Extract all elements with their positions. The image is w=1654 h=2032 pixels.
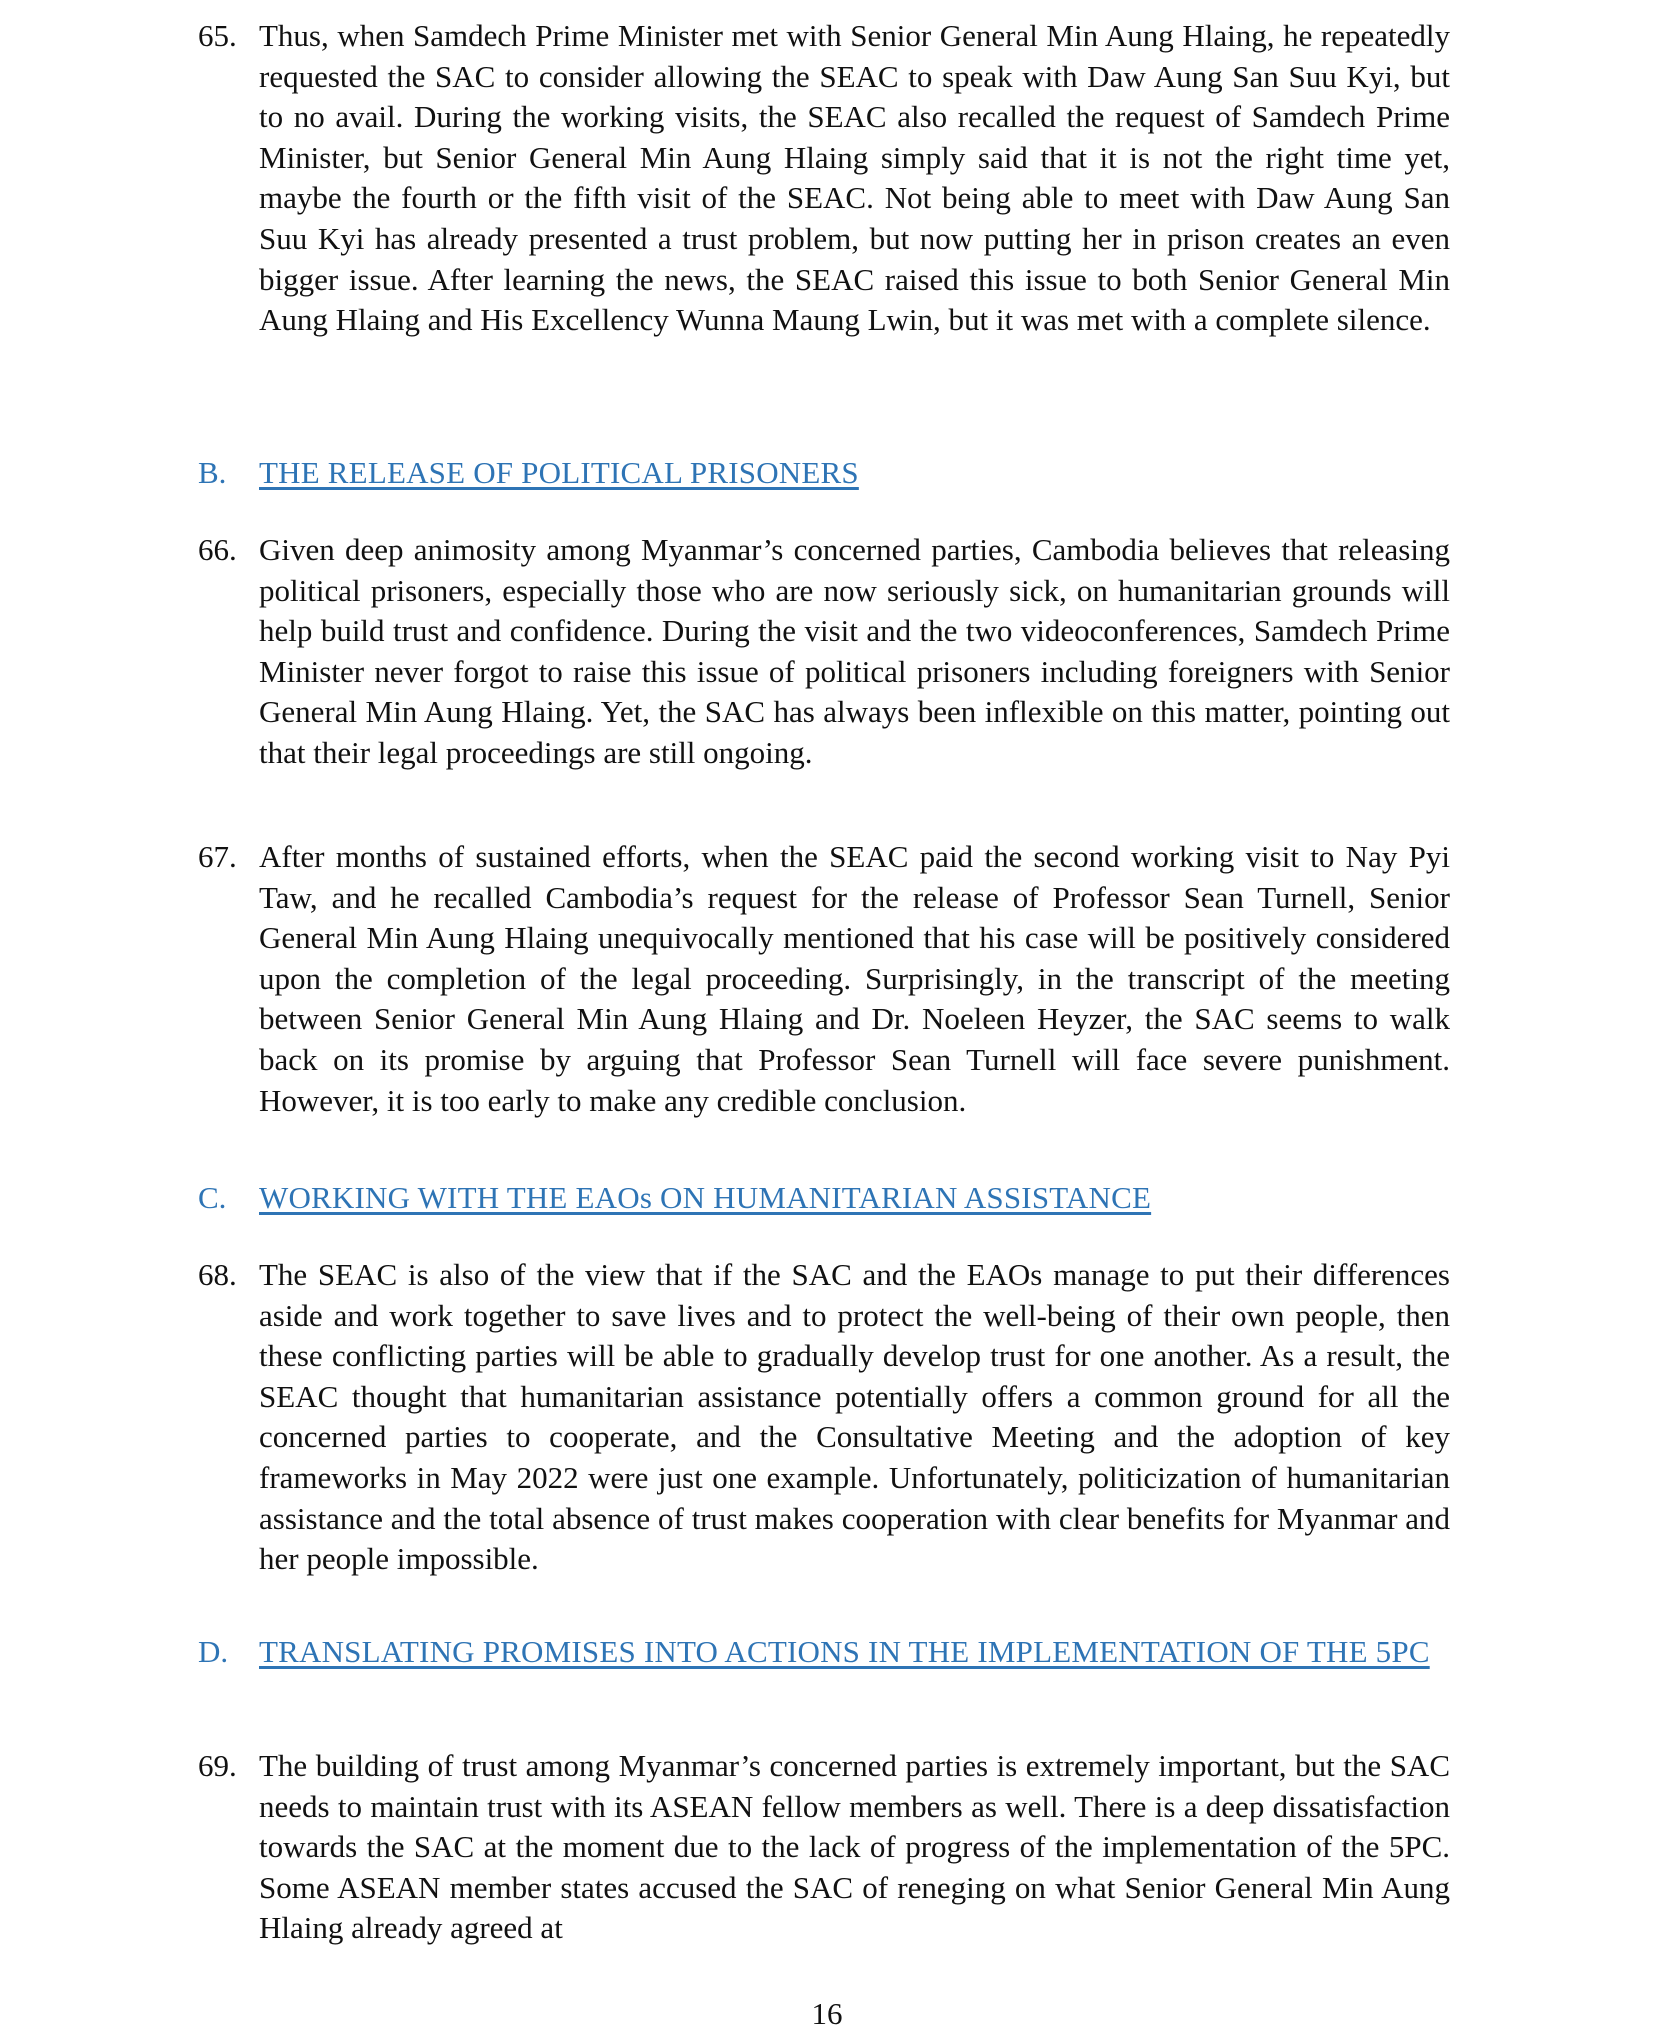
paragraph-text: Thus, when Samdech Prime Minister met with Senior General Min Aung Hlaing, he repeatedly requested the SAC to consider allowing the SEAC to speak with Daw Aung San Suu Kyi, but to no avail. During the working visits, the SEAC also recalled the request of Samdech Prime Minister, but Senior General Min Aung Hlaing simply said that it is not the right time yet, maybe the fourth or the fifth visit of the SEAC. Not being able to meet with Daw Aung San Suu Kyi has already presented a trust problem, but now putting her in prison creates an even bigger issue. After learning the news, the SEAC raised this issue to both Senior General Min Aung Hlaing and His Excellency Wunna Maung Lwin, but it was met with a complete silence. — [259, 18, 1450, 338]
paragraph-69 — [198, 1746, 1450, 1949]
paragraph-66 — [198, 530, 1450, 774]
section-letter: C. — [198, 1180, 227, 1215]
section-title-link[interactable]: TRANSLATING PROMISES INTO ACTIONS IN THE IMPLEMENTATION OF THE 5PC — [259, 1634, 1430, 1669]
section-letter: D. — [198, 1634, 229, 1669]
paragraph-65 — [198, 16, 1450, 341]
paragraph-67 — [198, 837, 1450, 1121]
paragraph-number: 66. — [198, 532, 237, 567]
paragraph-text: The SEAC is also of the view that if the SAC and the EAOs manage to put their differences aside and work together to save lives and to protect the well-being of their own people, then these conflicting parties will be able to gradually develop trust for one another. As a result, the SEAC thought that humanitarian assistance potentially offers a common ground for all the concerned parties to cooperate, and the Consultative Meeting and the adoption of key frameworks in May 2022 were just one example. Unfortunately, politicization of humanitarian assistance and the total absence of trust makes cooperation with clear benefits for Myanmar and her people impossible. — [259, 1257, 1450, 1577]
section-title-link[interactable]: WORKING WITH THE EAOs ON HUMANITARIAN ASSISTANCE — [259, 1180, 1152, 1215]
section-heading-d[interactable] — [198, 1632, 1450, 1672]
paragraph-number: 67. — [198, 839, 237, 874]
section-title-link[interactable]: THE RELEASE OF POLITICAL PRISONERS — [259, 455, 859, 490]
paragraph-text: The building of trust among Myanmar’s concerned parties is extremely important, but the SAC needs to maintain trust with its ASEAN fellow members as well. There is a deep dissatisfaction towards the SAC at the moment due to the lack of progress of the implementation of the 5PC. Some ASEAN member states accused the SAC of reneging on what Senior General Min Aung Hlaing already agreed at — [259, 1748, 1450, 1946]
section-heading-c[interactable] — [198, 1178, 1450, 1218]
paragraph-text: After months of sustained efforts, when the SEAC paid the second working visit to Nay Pyi Taw, and he recalled Cambodia’s request for the release of Professor Sean Turnell, Senior General Min Aung Hlaing unequivocally mentioned that his case will be positively considered upon the completion of the legal proceeding. Surprisingly, in the transcript of the meeting between Senior General Min Aung Hlaing and Dr. Noeleen Heyzer, the SAC seems to walk back on its promise by arguing that Professor Sean Turnell will face severe punishment. However, it is too early to make any credible conclusion. — [259, 839, 1450, 1118]
paragraph-number: 65. — [198, 18, 237, 53]
paragraph-68 — [198, 1255, 1450, 1580]
section-heading-b[interactable] — [198, 453, 1450, 493]
page-number: 16 — [811, 1996, 843, 2031]
paragraph-number: 68. — [198, 1257, 237, 1292]
paragraph-number: 69. — [198, 1748, 237, 1783]
section-letter: B. — [198, 455, 227, 490]
paragraph-text: Given deep animosity among Myanmar’s concerned parties, Cambodia believes that releasing political prisoners, especially those who are now seriously sick, on humanitarian grounds will help build trust and confidence. During the visit and the two videoconferences, Samdech Prime Minister never forgot to raise this issue of political prisoners including foreigners with Senior General Min Aung Hlaing. Yet, the SAC has always been inflexible on this matter, pointing out that their legal proceedings are still ongoing. — [259, 532, 1450, 770]
